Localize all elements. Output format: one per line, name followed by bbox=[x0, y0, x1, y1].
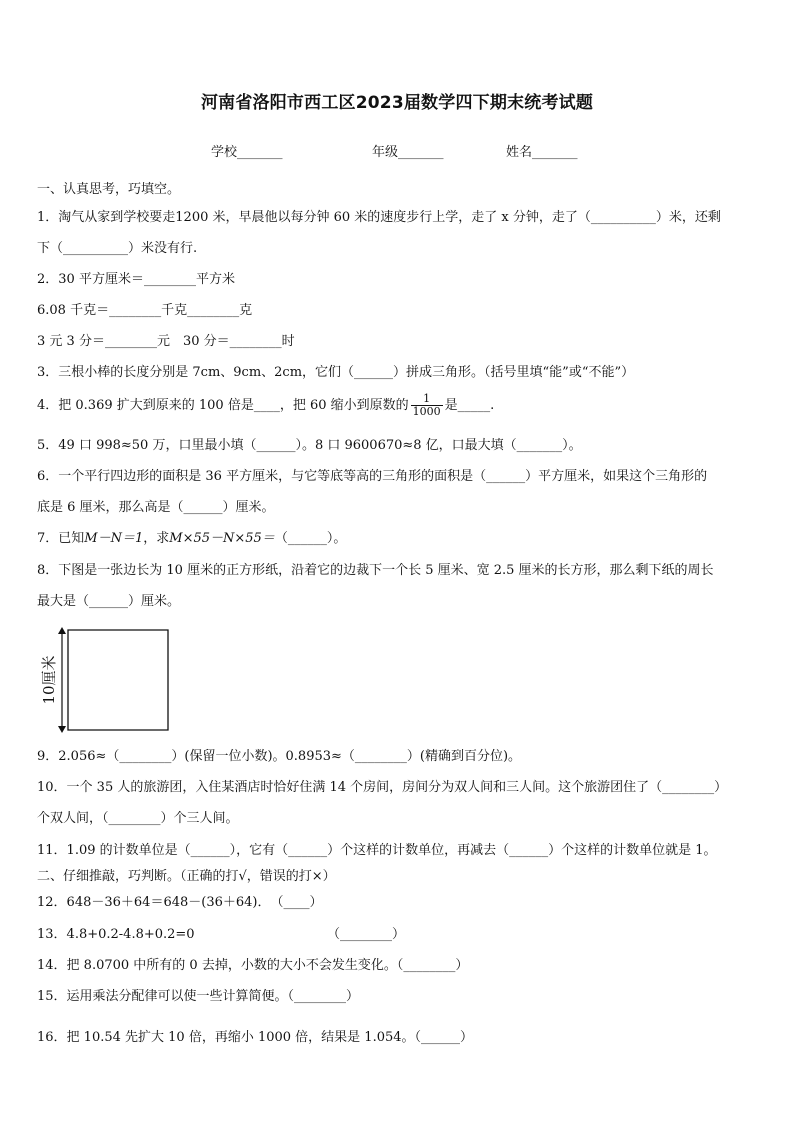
arrow-down-icon bbox=[58, 726, 66, 733]
figure-label: 10厘米 bbox=[40, 655, 58, 705]
question-16: 16．把 10.54 先扩大 10 倍，再缩小 1000 倍，结果是 1.054。（______） bbox=[37, 1030, 474, 1045]
equation-given: M－N＝1 bbox=[84, 531, 144, 546]
question-4 bbox=[37, 393, 494, 418]
question-15: 15．运用乘法分配律可以使一些计算简便。（________） bbox=[37, 989, 360, 1004]
question-5: 5．49 口 998≈50 万，口里最小填（______）。8 口 9600670≈8 亿，口最大填（_______）。 bbox=[37, 438, 582, 453]
question-10-line-1: 10．一个 35 人的旅游团，入住某酒店时恰好住满 14 个房间，房间分为双人间和三人间。这个旅游团住了（________） bbox=[37, 780, 728, 795]
question-8-line-2: 最大是（______）厘米。 bbox=[37, 594, 181, 609]
question-7 bbox=[37, 531, 346, 547]
page-title: 河南省洛阳市西工区2023届数学四下期末统考试题 bbox=[200, 93, 594, 113]
fraction bbox=[411, 393, 443, 418]
question-13: 13．4.8+0.2-4.8+0.2=0 bbox=[37, 927, 195, 942]
question-3: 3．三根小棒的长度分别是 7cm、9cm、2cm，它们（______）拼成三角形。（括号里填“能”或“不能”） bbox=[37, 365, 635, 380]
question-9: 9．2.056≈（________）(保留一位小数)。0.8953≈（________）(精确到百分位)。 bbox=[37, 749, 522, 764]
question-11: 11．1.09 的计数单位是（______），它有（______）个这样的计数单位，再减去（______）个这样的计数单位就是 1。 bbox=[37, 843, 717, 858]
question-14: 14．把 8.0700 中所有的 0 去掉，小数的大小不会发生变化。（________） bbox=[37, 958, 469, 973]
question-2-line-1: 2．30 平方厘米＝________平方米 bbox=[37, 272, 235, 287]
name-field: 姓名_______ bbox=[506, 145, 578, 160]
question-13-blank: （________） bbox=[327, 927, 406, 942]
question-7-pre: 7．已知 bbox=[37, 531, 85, 546]
section-1-heading: 一、认真思考，巧填空。 bbox=[37, 182, 181, 197]
school-field: 学校_______ bbox=[211, 145, 283, 160]
square-paper-figure bbox=[37, 624, 177, 736]
arrow-up-icon bbox=[58, 627, 66, 634]
question-7-post: （______）。 bbox=[274, 531, 347, 546]
question-8-line-1: 8．下图是一张边长为 10 厘米的正方形纸，沿着它的边裁下一个长 5 厘米、宽 2.5 厘米的长方形，那么剩下纸的周长 bbox=[37, 563, 714, 578]
question-2-line-3: 3 元 3 分＝________元 30 分＝________时 bbox=[37, 334, 295, 349]
question-6-line-2: 底是 6 厘米，那么高是（______）厘米。 bbox=[37, 500, 275, 515]
question-2-line-2: 6.08 千克＝________千克________克 bbox=[37, 303, 253, 318]
question-1-line-2: 下（__________）米没有行. bbox=[37, 241, 198, 256]
fraction-numerator: 1 bbox=[411, 393, 443, 406]
grade-field: 年级_______ bbox=[372, 145, 444, 160]
square bbox=[68, 630, 168, 730]
equation-find: M×55－N×55＝ bbox=[169, 531, 275, 546]
section-2-heading: 二、仔细推敲，巧判断。（正确的打√，错误的打×） bbox=[37, 869, 336, 884]
fraction-denominator: 1000 bbox=[412, 405, 441, 418]
question-10-line-2: 个双人间，（________）个三人间。 bbox=[37, 811, 239, 826]
question-12: 12．648－36＋64＝648－(36＋64)． （____） bbox=[37, 895, 323, 910]
question-7-mid: ，求 bbox=[143, 531, 170, 546]
question-6-line-1: 6．一个平行四边形的面积是 36 平方厘米，与它等底等高的三角形的面积是（______）平方厘米，如果这个三角形的 bbox=[37, 469, 708, 484]
question-4-pre: 4．把 0.369 扩大到原来的 100 倍是____，把 60 缩小到原数的 bbox=[37, 398, 409, 413]
question-1-line-1: 1．淘气从家到学校要走1200 米，早晨他以每分钟 60 米的速度步行上学，走了 x 分钟，走了（__________）米，还剩 bbox=[37, 210, 721, 225]
question-4-post: 是_____. bbox=[444, 398, 495, 413]
